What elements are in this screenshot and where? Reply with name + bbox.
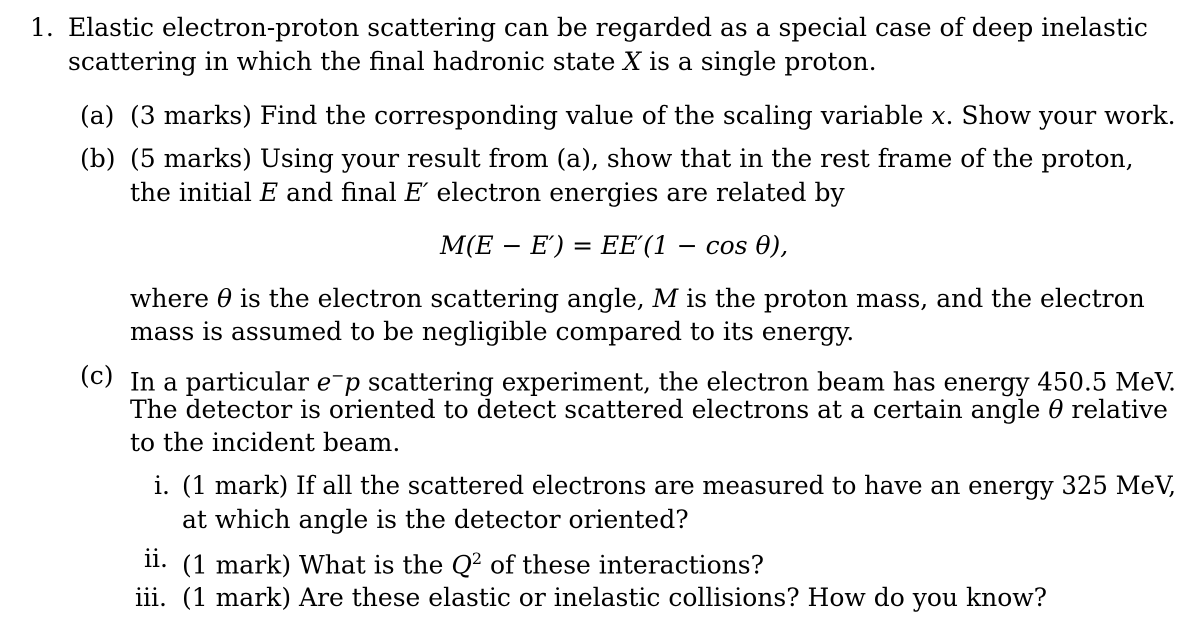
part-a-text: (3 marks) Find the corresponding value of the scaling variable x. Show your work. bbox=[130, 101, 1176, 130]
part-b-line-2: the initial E and final E′ electron energies are related by bbox=[130, 178, 845, 207]
intro-line-2: scattering in which the final hadronic state X is a single proton. bbox=[68, 47, 877, 76]
part-b-after-1: where θ is the electron scattering angle, M is the proton mass, and the electron bbox=[130, 284, 1145, 313]
sub-ii-text: (1 mark) What is the $Q^2$ of these interactions? bbox=[182, 549, 764, 580]
part-c-line-2: The detector is oriented to detect scattered electrons at a certain angle θ relative bbox=[130, 395, 1168, 424]
part-b-line-1: (5 marks) Using your result from (a), show that in the rest frame of the proton, bbox=[130, 144, 1134, 173]
problem-number: 1. bbox=[30, 13, 54, 42]
part-b-label: (b) bbox=[80, 144, 116, 173]
sub-i-line-2: at which angle is the detector oriented? bbox=[182, 505, 689, 534]
sub-ii-label: ii. bbox=[144, 544, 168, 573]
part-c-label: (c) bbox=[80, 361, 114, 390]
sub-i-line-1: (1 mark) If all the scattered electrons are measured to have an energy 325 MeV, bbox=[182, 471, 1177, 500]
intro-line-1: Elastic electron-proton scattering can be regarded as a special case of deep inelastic bbox=[68, 13, 1148, 42]
part-a-label: (a) bbox=[80, 101, 115, 130]
part-b-after-2: mass is assumed to be negligible compared to its energy. bbox=[130, 317, 855, 346]
part-c-line-3: to the incident beam. bbox=[130, 428, 401, 457]
sub-iii-text: (1 mark) Are these elastic or inelastic collisions? How do you know? bbox=[182, 583, 1048, 612]
part-c-line-1: In a particular e−p scattering experiment, the electron beam has energy 450.5 MeV. bbox=[130, 366, 1176, 397]
sub-iii-label: iii. bbox=[135, 583, 167, 612]
sub-i-label: i. bbox=[154, 471, 170, 500]
part-b-equation: M(E − E′) = EE′(1 − cos θ), bbox=[440, 231, 789, 260]
